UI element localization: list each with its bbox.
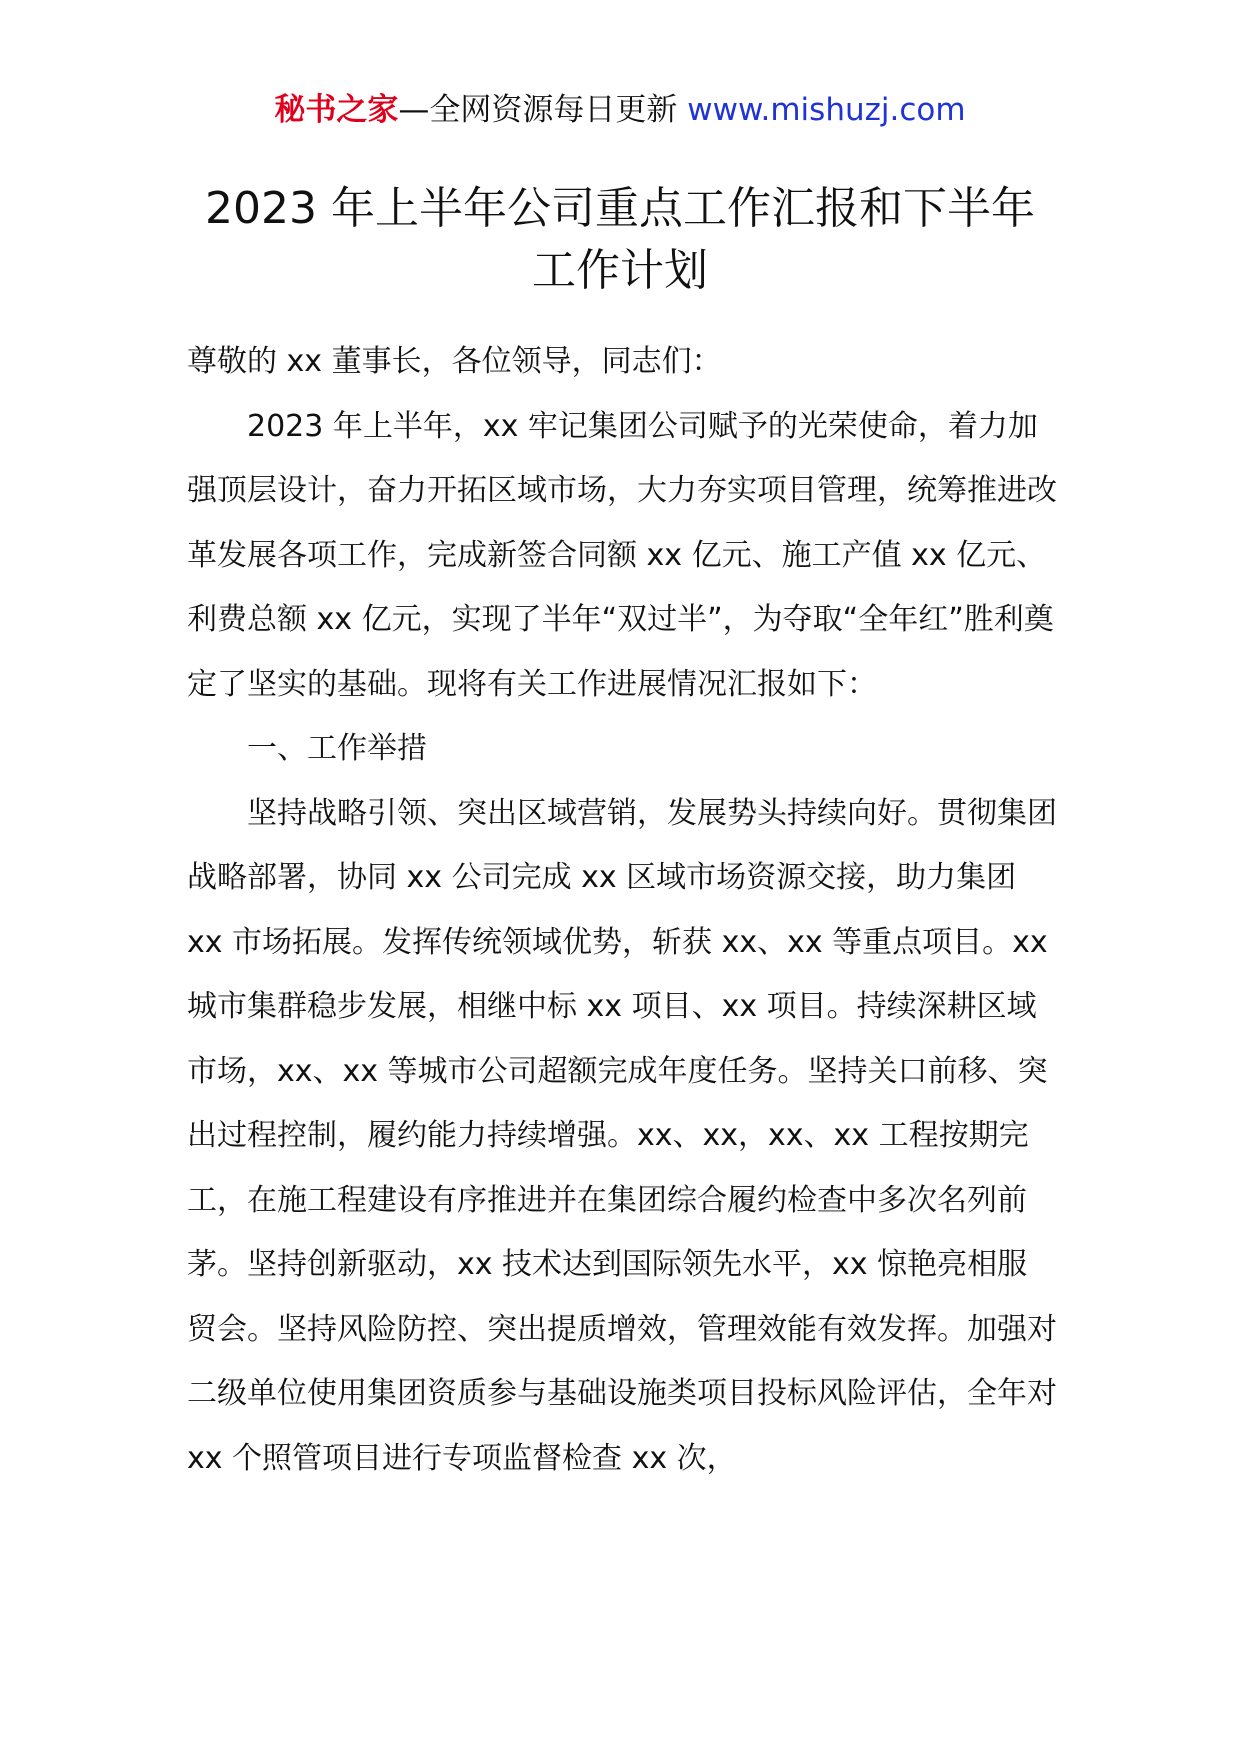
document-body <box>187 330 1057 1491</box>
site-header <box>0 86 1240 134</box>
header-slogan: —全网资源每日更新 <box>398 92 678 128</box>
site-url-link[interactable]: www.mishuzj.com <box>687 92 966 128</box>
title-line-1: 2023 年上半年公司重点工作汇报和下半年 <box>205 183 1035 234</box>
paragraph-work-measures: 坚持战略引领、突出区域营销，发展势头持续向好。贯彻集团战略部署，协同 xx 公司完成 xx 区域市场资源交接，助力集团 xx 市场拓展。发挥传统领域优势，斩获 xx、xx 等重点项目。xx 城市集群稳步发展，相继中标 xx 项目、xx 项目。持续深耕区域市场，xx、xx 等城市公司超额完成年度任务。坚持关口前移、突出过程控制，履约能力持续增强。xx、xx，xx、xx 工程按期完工，在施工程建设有序推进并在集团综合履约检查中多次名列前茅。坚持创新驱动，xx 技术达到国际领先水平，xx 惊艳亮相服贸会。坚持风险防控、突出提质增效，管理效能有效发挥。加强对二级单位使用集团资质参与基础设施类项目投标风险评估，全年对 xx 个照管项目进行专项监督检查 xx 次， <box>187 795 1057 1476</box>
section-heading-work-measures: 一、工作举措 <box>247 731 427 766</box>
document-title <box>150 178 1090 302</box>
salutation: 尊敬的 xx 董事长，各位领导，同志们： <box>187 344 722 379</box>
title-line-2: 工作计划 <box>532 245 708 296</box>
paragraph-intro: 2023 年上半年，xx 牢记集团公司赋予的光荣使命，着力加强顶层设计，奋力开拓区域市场，大力夯实项目管理，统筹推进改革发展各项工作，完成新签合同额 xx 亿元、施工产值 xx 亿元、利费总额 xx 亿元，实现了半年“双过半”，为夺取“全年红”胜利奠定了坚实的基础。现将有关工作进展情况汇报如下： <box>187 408 1057 702</box>
brand-name: 秘书之家 <box>274 92 399 128</box>
